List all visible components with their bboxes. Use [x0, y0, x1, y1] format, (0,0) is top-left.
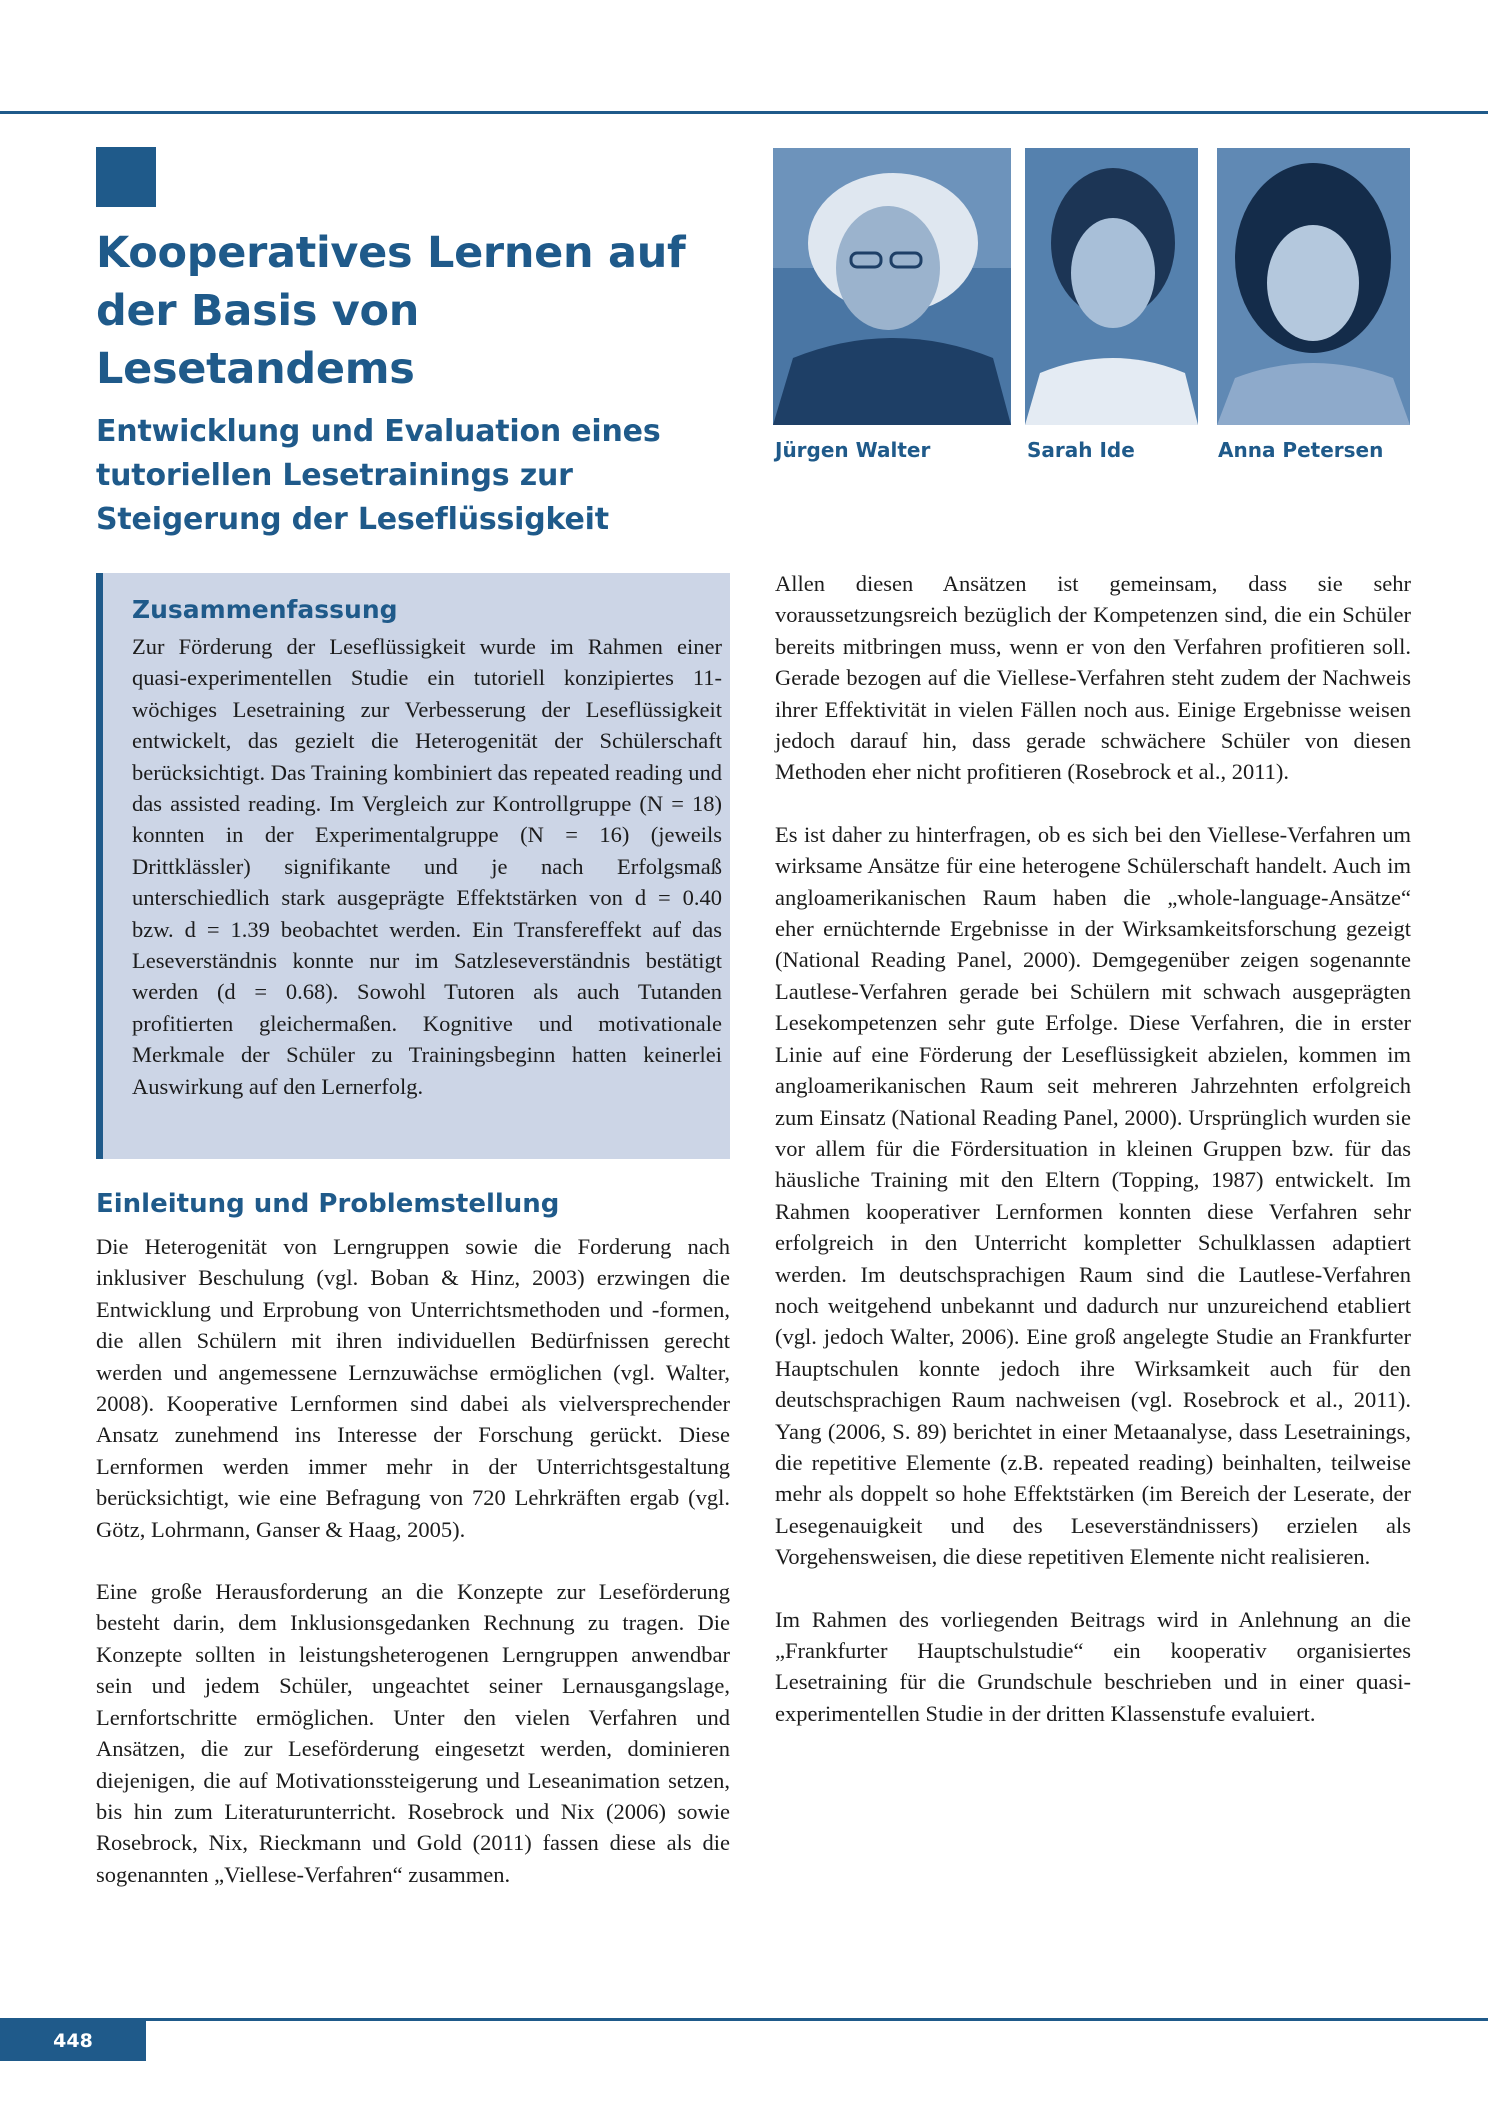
top-rule [0, 111, 1488, 114]
author-name-petersen: Anna Petersen [1218, 438, 1384, 462]
abstract-heading: Zusammenfassung [132, 595, 398, 624]
paragraph: Die Heterogenität von Lerngruppen sowie die Forderung nach inklusiver Beschulung (vgl. Boban & Hinz, 2003) erzwingen die Entwicklung und Erprobung von Unterrichtsmethoden und -formen, die allen Schülern mit ihren individuellen Bedürfnissen gerecht werden und angemessene Lernzuwächse ermöglichen (vgl. Walter, 2008). Kooperative Lernformen sind dabei als vielversprechender Ansatz zunehmend ins Interesse der Forschung gerückt. Diese Lernformen werden immer mehr in der Unterrichtsgestaltung berücksichtigt, wie eine Befragung von 720 Lehrkräften ergab (vgl. Götz, Lohrmann, Ganser & Haag, 2005). [96, 1234, 730, 1542]
abstract-text: Zur Förderung der Leseflüssigkeit wurde im Rahmen einer quasi-experimentellen Studie ein tutoriell konzipiertes 11-wöchiges Lesetraining zur Verbesserung der Leseflüssigkeit entwickelt, das gezielt die Heterogenität der Schülerschaft berücksichtigt. Das Training kombiniert das repeated reading und das assisted reading. Im Vergleich zur Kontrollgruppe (N = 18) konnten in der Experimentalgruppe (N = 16) (jeweils Drittklässler) signifikante und je nach Erfolgsmaß unterschiedlich stark ausgeprägte Effektstärken von d = 0.40 bzw. d = 1.39 beobachtet werden. Ein Transfereffekt auf das Leseverständnis konnte nur im Satzleseverständnis bestätigt werden (d = 0.68). Sowohl Tutoren als auch Tutanden profitierten gleichermaßen. Kognitive und motivationale Merkmale der Schüler zu Trainingsbeginn hatten keinerlei Auswirkung auf den Lernerfolg. [132, 634, 722, 1099]
author-photo-petersen [1217, 148, 1410, 425]
author-photo-walter [773, 148, 1011, 425]
author-name-ide: Sarah Ide [1027, 438, 1135, 462]
paragraph: Eine große Herausforderung an die Konzepte zur Leseförderung besteht darin, dem Inklusionsgedanken Rechnung zu tragen. Die Konzepte sollten in leistungsheterogenen Lerngruppen anwendbar sein und jedem Schüler, ungeachtet seiner Lernausgangslage, Lernfortschritte ermöglichen. Unter den vielen Verfahren und Ansätzen, die zur Leseförderung eingesetzt werden, dominieren diejenigen, die auf Motivationssteigerung und Leseanimation setzen, bis hin zum Literaturunterricht. Rosebrock und Nix (2006) sowie Rosebrock, Nix, Rieckmann und Gold (2011) fassen diese als die sogenannten „Viellese-Verfahren“ zusammen. [96, 1579, 730, 1887]
article-subtitle: Entwicklung und Evaluation eines tutoriellen Lesetrainings zur Steigerung der Leseflüssigkeit [96, 414, 661, 537]
bottom-rule [0, 2018, 1488, 2021]
page-number: 448 [0, 2021, 146, 2061]
section-heading: Einleitung und Problemstellung [96, 1189, 560, 1219]
author-photo-ide [1025, 148, 1198, 425]
paragraph: Es ist daher zu hinterfragen, ob es sich bei den Viellese-Verfahren um wirksame Ansätze für eine heterogene Schülerschaft handelt. Auch im angloamerikanischen Raum haben die „whole-language-Ansätze“ eher ernüchternde Ergebnisse in der Wirksamkeitsforschung gezeigt (National Reading Panel, 2000). Demgegenüber zeigen sogenannte Lautlese-Verfahren gerade bei Schülern mit schwach ausgeprägten Lesekompetenzen sehr gute Erfolge. Diese Verfahren, die in erster Linie auf eine Förderung der Leseflüssigkeit abzielen, kommen im angloamerikanischen Raum seit mehreren Jahrzehnten erfolgreich zum Einsatz (National Reading Panel, 2000). Ursprünglich wurden sie vor allem für die Fördersituation in kleinen Gruppen bzw. für das häusliche Training mit den Eltern (Topping, 1987) entwickelt. Im Rahmen kooperativer Lernformen konnten diese Verfahren sehr erfolgreich in den Unterricht kompletter Schulklassen adaptiert werden. Im deutschsprachigen Raum sind die Lautlese-Verfahren noch weitgehend unbekannt und dadurch nur unzureichend etabliert (vgl. jedoch Walter, 2006). Eine groß angelegte Studie an Frankfurter Hauptschulen konnte jedoch ihre Wirksamkeit auch für den deutschsprachigen Raum nachweisen (vgl. Rosebrock et al., 2011). Yang (2006, S. 89) berichtet in einer Metaanalyse, dass Lesetrainings, die repetitive Elemente (z.B. repeated reading) beinhalten, teilweise mehr als doppelt so hohe Effektstärken (im Bereich der Leserate, der Lesegenauigkeit und des Leseverständnissers) erzielen als Vorgehensweisen, die diese repetitiven Elemente nicht realisieren. [775, 821, 1411, 1570]
accent-square [96, 147, 156, 207]
right-column [775, 568, 1411, 1760]
left-column [96, 1231, 730, 1921]
article-title: Kooperatives Lernen auf der Basis von Lesetandems [96, 228, 686, 394]
paragraph: Allen diesen Ansätzen ist gemeinsam, dass sie sehr voraussetzungsreich bezüglich der Kompetenzen sind, die ein Schüler bereits mitbringen muss, wenn er von den Verfahren profitieren soll. Gerade bezogen auf die Viellese-Verfahren steht zudem der Nachweis ihrer Effektivität in vielen Fällen noch aus. Einige Ergebnisse weisen jedoch darauf hin, dass gerade schwächere Schüler von diesen Methoden eher nicht profitieren (Rosebrock et al., 2011). [775, 571, 1411, 785]
abstract-box [96, 573, 730, 1159]
paragraph: Im Rahmen des vorliegenden Beitrags wird in Anlehnung an die „Frankfurter Hauptschulstudie“ ein kooperativ organisiertes Lesetraining für die Grundschule beschrieben und in einer quasi-experimentellen Studie in der dritten Klassenstufe evaluiert. [775, 1606, 1411, 1726]
author-name-walter: Jürgen Walter [775, 438, 931, 462]
